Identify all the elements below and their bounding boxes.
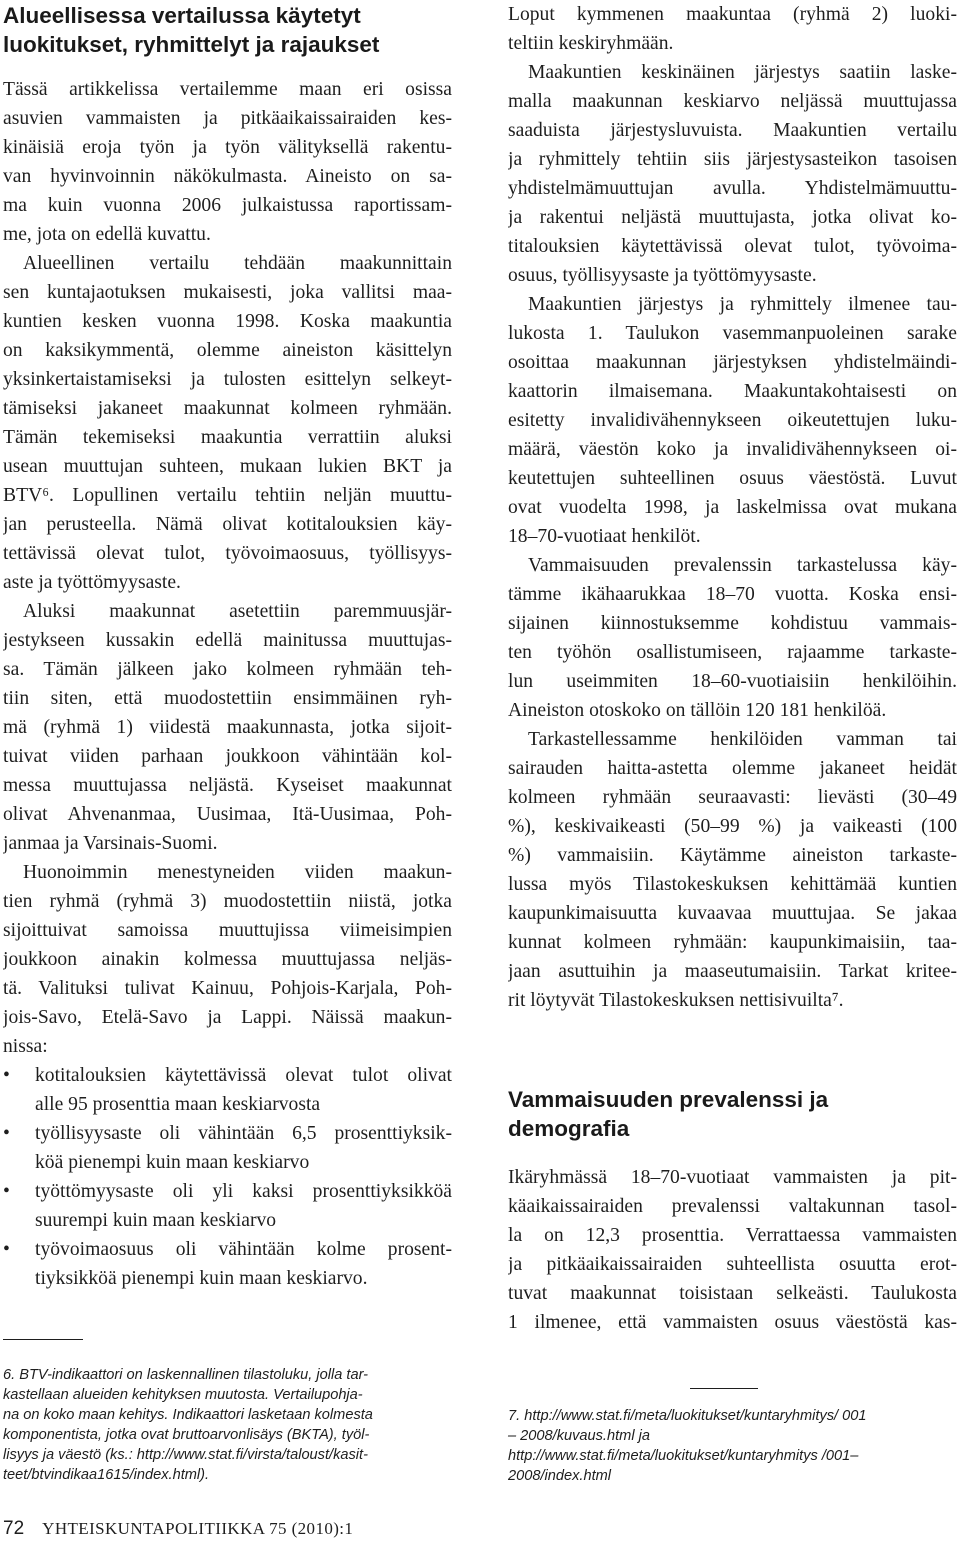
text-line: jaan asuttuihin ja maaseutumaisiin. Tarkat kritee- <box>508 961 957 982</box>
text-line: messa muuttujassa neljästä. Kyseiset maakunnat <box>3 775 452 796</box>
text-line: tä. Valituksi tulivat Kainuu, Pohjois-Karjala, Poh- <box>3 978 452 999</box>
bullet-item <box>3 1061 452 1119</box>
text-line: osuus, työllisyysaste ja työttömyysaste. <box>508 265 817 286</box>
footnote-7 <box>508 1406 957 1486</box>
footnote-line: 2008/index.html <box>508 1468 612 1484</box>
text-line: titalouksien käytettävissä olevat tulot, työvoima- <box>508 236 957 257</box>
text-line: ten työhön osallistumiseen, rajaamme tarkaste- <box>508 642 957 663</box>
text-line: esitetty invalidivähennykseen oikeutettujen luku- <box>508 410 957 431</box>
text-line: sijoittuivat samoissa muuttujissa viimeisimpien <box>3 920 452 941</box>
left-body-text <box>3 75 452 1061</box>
text-line: sijainen kiinnostuksemme kohdistuu vammais- <box>508 613 957 634</box>
text-line: Tässä artikkelissa vertailemme maan eri osissa <box>3 79 452 100</box>
bullet-item <box>3 1235 452 1293</box>
text-line: ja pitkäaikaissairaiden suhteellista osuutta erot- <box>508 1254 957 1275</box>
footnote-6 <box>3 1365 452 1485</box>
bullet-icon: • <box>3 1065 10 1086</box>
bullet-text-line: tiyksikköä pienempi kuin maan keskiarvo. <box>35 1268 368 1289</box>
bullet-text-line: työttömyysaste oli yli kaksi prosenttiyksikköä <box>35 1181 452 1202</box>
text-line: sen kuntajaotuksen mukaisesti, joka vallitsi maa- <box>3 282 452 303</box>
heading-line: Vammaisuuden prevalenssi ja <box>508 1087 829 1112</box>
text-line: keutettujen suhteellinen osuus väestöstä. Luvut <box>508 468 957 489</box>
footnote-line: komponentista, jotka ovat bruttoarvonlisäys (BKTA), työl- <box>3 1427 370 1443</box>
right-body-text-2 <box>508 1163 957 1337</box>
text-line: kuntien kesken vuonna 1998. Koska maakuntia <box>3 311 452 332</box>
text-line: ma kuin vuonna 2006 julkaistussa raportissam- <box>3 195 452 216</box>
text-line: %) vammaisiin. Käytämme aineiston tarkaste- <box>508 845 957 866</box>
text-line: ovat vuodelta 1998, ja laskelmissa ovat mukana <box>508 497 957 518</box>
bullet-text-line: kotitalouksien käytettävissä olevat tulot olivat <box>35 1065 452 1086</box>
text-line: Tarkastellessamme henkilöiden vamman tai <box>528 729 957 750</box>
text-line: lukosta 1. Taulukon vasemmanpuoleinen sarake <box>508 323 957 344</box>
footnote-line: kastellaan alueiden kehityksen muutosta. Vertailupohja- <box>3 1387 363 1403</box>
text-line: Aineiston otoskoko on tällöin 120 181 henkilöä. <box>508 700 887 721</box>
bullet-text-line: työllisyysaste oli vähintään 6,5 prosenttiyksik- <box>35 1123 452 1144</box>
text-line: aste ja työttömyysaste. <box>3 572 181 593</box>
text-line: %), keskivaikeasti (50–99 %) ja vaikeasti (100 <box>508 816 957 837</box>
text-line: Tämän tekemiseksi maakuntia verrattiin aluksi <box>3 427 452 448</box>
text-line: lun useimmiten 18–60-vuotiaisiin henkilöihin. <box>508 671 957 692</box>
text-line: Maakuntien keskinäinen järjestys saatiin laske- <box>528 62 957 83</box>
text-line: janmaa ja Varsinais-Suomi. <box>3 833 218 854</box>
text-line: jois-Savo, Etelä-Savo ja Lappi. Näissä maakun- <box>3 1007 452 1028</box>
text-line: van hyvinvoinnin näkökulmasta. Aineisto on sa- <box>3 166 452 187</box>
text-line: tuvat maakunnat toisistaan selkeästi. Taulukosta <box>508 1283 957 1304</box>
text-line: la on 12,3 prosenttia. Verrattaessa vammaisten <box>508 1225 957 1246</box>
text-line: tettävissä olevat tulot, työvoimaosuus, työllisyys- <box>3 543 452 564</box>
text-line: 18–70-vuotiaat henkilöt. <box>508 526 701 547</box>
page-number: 72 <box>3 1518 25 1539</box>
text-line: saaduista järjestysluvuista. Maakuntien vertailu <box>508 120 957 141</box>
page-footer <box>3 1518 353 1540</box>
text-line: tuivat viiden parhaan joukkoon vähintään kol- <box>3 746 452 767</box>
text-line: tämiseksi jakaneet maakunnat kolmeen ryhmään. <box>3 398 452 419</box>
text-line: tien ryhmä (ryhmä 3) muodostettiin niistä, jotka <box>3 891 452 912</box>
footnote-line: – 2008/kuvaus.html ja <box>508 1428 650 1444</box>
text-line: kolmeen ryhmään seuraavasti: lievästi (30–49 <box>508 787 957 808</box>
heading-line: demografia <box>508 1116 630 1141</box>
bullet-text-line: työvoimaosuus oli vähintään kolme prosent- <box>35 1239 452 1260</box>
text-line: Loput kymmenen maakuntaa (ryhmä 2) luoki- <box>508 4 957 25</box>
text-line: kunnat kolmeen ryhmään: kaupunkimaisiin, taa- <box>508 932 957 953</box>
text-line: ja rakentui neljästä muuttujasta, jotka olivat ko- <box>508 207 957 228</box>
bullet-item <box>3 1177 452 1235</box>
text-line: yksinkertaistamiseksi ja tulosten esittelyn selkeyt- <box>3 369 452 390</box>
text-line: Vammaisuuden prevalenssin tarkastelussa käy- <box>528 555 957 576</box>
text-line: Alueellinen vertailu tehdään maakunnittain <box>23 253 452 274</box>
bullet-icon: • <box>3 1123 10 1144</box>
right-column <box>508 0 957 1337</box>
bullet-item <box>3 1119 452 1177</box>
right-body-text <box>508 0 957 1015</box>
section-heading <box>3 1 452 59</box>
text-line: Maakuntien järjestys ja ryhmittely ilmenee tau- <box>528 294 957 315</box>
text-line: käaikaissairaiden prevalenssi valtakunnan tasol- <box>508 1196 957 1217</box>
text-line: mä (ryhmä 1) viidestä maakunnasta, jotka sijoit- <box>3 717 452 738</box>
text-line: tämme ikähaarukkaa 18–70 vuotta. Koska ensi- <box>508 584 957 605</box>
text-line: Huonoimmin menestyneiden viiden maakun- <box>23 862 452 883</box>
footnote-line: lisyys ja väestö (ks.: http://www.stat.fi/virsta/taloust/kasit- <box>3 1447 368 1463</box>
text-line: ja ryhmittely tehtiin siis järjestysasteikon tasoisen <box>508 149 957 170</box>
text-line: nissa: <box>3 1036 48 1057</box>
text-line: Aluksi maakunnat asetettiin paremmuusjär- <box>23 601 452 622</box>
footnote-line: 7. http://www.stat.fi/meta/luokitukset/kuntaryhmitys/ 001 <box>508 1408 867 1424</box>
text-line: lussa myös Tilastokeskuksen kehittämää kuntien <box>508 874 957 895</box>
footnote-line: na on koko maan kehitys. Indikaattori lasketaan kolmesta <box>3 1407 373 1423</box>
heading-line: luokitukset, ryhmittelyt ja rajaukset <box>3 32 380 57</box>
bullet-list <box>3 1061 452 1293</box>
text-line: sa. Tämän jälkeen jako kolmeen ryhmään teh- <box>3 659 452 680</box>
text-line: usean muuttujan suhteen, mukaan lukien BKT ja <box>3 456 452 477</box>
text-line: teltiin keskiryhmään. <box>508 33 674 54</box>
footnote-line: teet/btvindikaa1615/index.html). <box>3 1467 210 1483</box>
footnote-line: http://www.stat.fi/meta/luokitukset/kuntaryhmitys /001– <box>508 1448 859 1464</box>
text-line: sairauden haitta-astetta olemme jakaneet heidät <box>508 758 957 779</box>
text-line: Ikäryhmässä 18–70-vuotiaat vammaisten ja pit- <box>508 1167 957 1188</box>
text-line: 1 ilmenee, että vammaisten osuus väestöstä kas- <box>508 1312 957 1333</box>
text-line: osoittaa maakunnan järjestyksen yhdistelmäindi- <box>508 352 957 373</box>
text-line: jan perusteella. Nämä olivat kotitalouksien käy- <box>3 514 452 535</box>
heading-line: Alueellisessa vertailussa käytetyt <box>3 3 361 28</box>
text-line: me, jota on edellä kuvattu. <box>3 224 211 245</box>
text-line: kaupunkimaisuutta kuvaavaa muuttujaa. Se jakaa <box>508 903 957 924</box>
text-line: rit löytyvät Tilastokeskuksen nettisivuilta⁷. <box>508 990 844 1011</box>
section-heading-prevalence <box>508 1085 957 1143</box>
text-line: yhdistelmämuuttujan avulla. Yhdistelmämuuttu- <box>508 178 957 199</box>
bullet-text-line: köä pienempi kuin maan keskiarvo <box>35 1152 310 1173</box>
text-line: asuvien vammaisten ja pitkäaikaissairaiden kes- <box>3 108 452 129</box>
text-line: olivat Ahvenanmaa, Uusimaa, Itä-Uusimaa, Poh- <box>3 804 452 825</box>
bullet-icon: • <box>3 1239 10 1260</box>
bullet-icon: • <box>3 1181 10 1202</box>
bullet-text-line: alle 95 prosenttia maan keskiarvosta <box>35 1094 321 1115</box>
bullet-text-line: suurempi kuin maan keskiarvo <box>35 1210 277 1231</box>
text-line: määrä, väestön koko ja invalidivähennykseen oi- <box>508 439 957 460</box>
footnote-rule-left <box>3 1339 83 1340</box>
footnote-rule-right <box>690 1388 758 1389</box>
text-line: joukkoon ainakin kolmessa muuttujassa neljäs- <box>3 949 452 970</box>
text-line: BTV⁶. Lopullinen vertailu tehtiin neljän muuttu- <box>3 485 452 506</box>
text-line: kaattorin ilmaisemana. Maakuntakohtaisesti on <box>508 381 957 402</box>
text-line: kinäisiä eroja työn ja työn välityksellä rakentu- <box>3 137 452 158</box>
footnote-line: 6. BTV-indikaattori on laskennallinen tilastoluku, jolla tar- <box>3 1367 369 1383</box>
text-line: malla maakunnan keskiarvo neljässä muuttujassa <box>508 91 957 112</box>
text-line: jestykseen kussakin edellä mainitussa muuttujas- <box>3 630 452 651</box>
journal-name: YHTEISKUNTAPOLITIIKKA 75 (2010):1 <box>42 1519 354 1538</box>
left-column <box>3 0 452 1293</box>
text-line: tiin siten, että muodostettiin ensimmäinen ryh- <box>3 688 452 709</box>
text-line: on kaksikymmentä, olemme aineiston käsittelyn <box>3 340 452 361</box>
